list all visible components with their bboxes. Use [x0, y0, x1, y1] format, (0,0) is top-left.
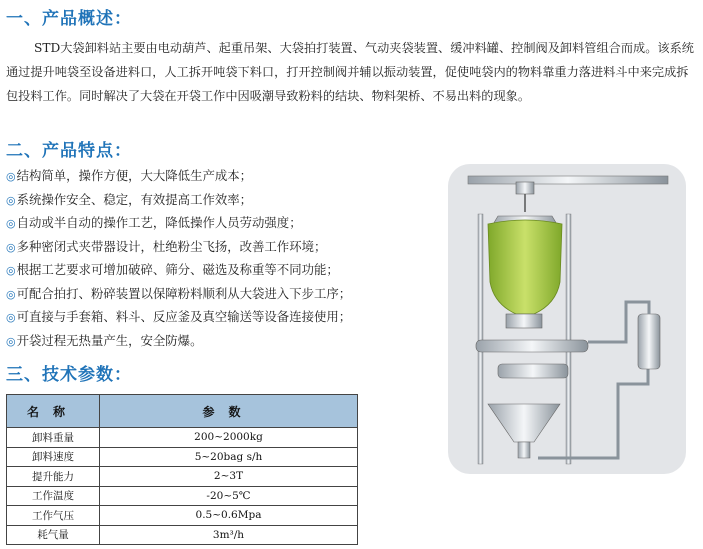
- feature-item: ◎系统操作安全、稳定，有效提高工作效率；: [6, 191, 253, 207]
- feature-item: ◎结构简单，操作方便，大大降低生产成本；: [6, 168, 253, 183]
- table-row: 卸料速度 5~20bag s/h: [7, 447, 358, 467]
- table-row: 耗气量 3m³/h: [7, 525, 358, 545]
- feature-bullet-icon: ◎: [6, 264, 16, 277]
- frame-post-left: [478, 214, 483, 464]
- feature-bullet-icon: ◎: [6, 217, 16, 230]
- overview-paragraph: STD大袋卸料站主要由电动葫芦、起重吊架、大袋拍打装置、气动夹袋装置、缓冲料罐、控制阀及卸料管组合而成。该系统通过提升吨袋至设备进料口，人工拆开吨袋下料口，打开控制阀并辅以振动装置，促使吨袋内的物料靠重力落进料斗中来完成拆包投料工作。同时解决了大袋在开袋工作中因吸潮导致粉料的结块、物料架桥、不易出料的现象。: [6, 41, 694, 103]
- params-header-name: 名称: [7, 395, 100, 428]
- vacuum-receiver: [638, 314, 660, 369]
- feature-bullet-icon: ◎: [6, 240, 16, 254]
- table-row: 工作温度 -20~5℃: [7, 486, 358, 506]
- feature-item: ◎多种密闭式夹带器设计，杜绝粉尘飞扬，改善工作环境；: [6, 238, 327, 254]
- table-row: 卸料重量 200~2000kg: [7, 428, 358, 448]
- hopper-outlet: [518, 442, 530, 458]
- feature-item: ◎开袋过程无热量产生，安全防爆。: [6, 332, 203, 348]
- overhead-rail: [468, 176, 668, 184]
- bulk-bag-unloading-station-illustration: [448, 164, 686, 474]
- conveyor-tube: [476, 340, 588, 352]
- feature-bullet-icon: ◎: [6, 287, 16, 301]
- feature-bullet-icon: ◎: [6, 170, 16, 183]
- frame-post-right: [566, 214, 571, 464]
- feature-bullet-icon: ◎: [6, 311, 16, 324]
- section-title-overview: 一、产品概述：: [6, 9, 132, 29]
- vibrator-unit: [498, 364, 568, 378]
- feature-list: [6, 164, 351, 352]
- table-row: 工作气压 0.5~0.6Mpa: [7, 506, 358, 526]
- section-title-params: 三、技术参数：: [6, 365, 132, 385]
- table-row: 提升能力 2~3T: [7, 467, 358, 487]
- feature-item: ◎可直接与手套箱、料斗、反应釜及真空输送等设备连接使用；: [6, 309, 352, 324]
- feature-item: ◎自动或半自动的操作工艺，降低操作人员劳动强度；: [6, 215, 302, 230]
- params-header-row: [7, 395, 358, 428]
- discharge-valve: [506, 314, 542, 328]
- feature-bullet-icon: ◎: [6, 334, 16, 348]
- hoist: [516, 182, 534, 194]
- params-header-value: 参数: [100, 395, 358, 428]
- feature-item: ◎可配合拍打、粉碎装置以保障粉料顺利从大袋进入下步工序；: [6, 285, 352, 301]
- bulk-bag: [488, 220, 562, 314]
- section-title-features: 二、产品特点：: [6, 141, 132, 161]
- params-table: [6, 394, 358, 545]
- feature-bullet-icon: ◎: [6, 193, 16, 207]
- feature-item: ◎根据工艺要求可增加破碎、筛分、磁选及称重等不同功能；: [6, 262, 339, 277]
